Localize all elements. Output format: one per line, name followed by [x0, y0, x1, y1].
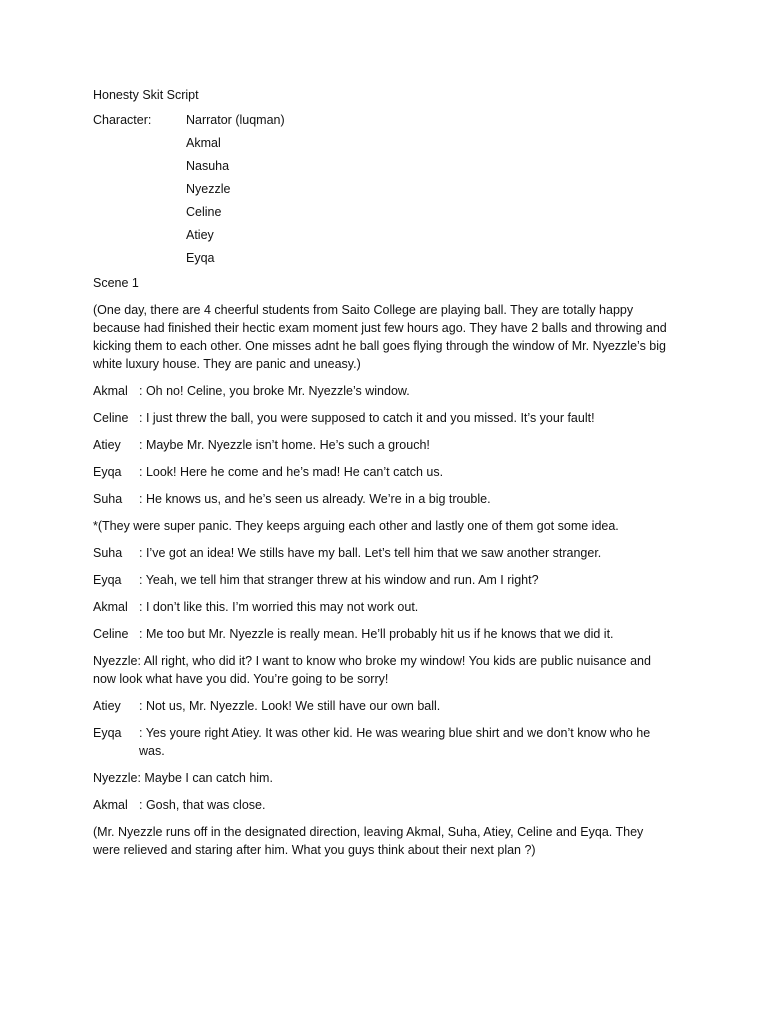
speech-text: : Yes youre right Atiey. It was other kid. He was wearing blue shirt and we don’t know who he was. [139, 726, 651, 758]
speaker-name: Suha [93, 546, 123, 560]
speech-text: : Not us, Mr. Nyezzle. Look! We still have our own ball. [139, 699, 441, 713]
speech-text: : Maybe I can catch him. [137, 771, 273, 785]
speaker-name: Celine [93, 411, 129, 425]
character-name: Atiey [186, 228, 214, 242]
scene-heading: Scene 1 [93, 276, 139, 290]
speech-text: : Me too but Mr. Nyezzle is really mean. He’ll probably hit us if he knows that we did it. [139, 627, 614, 641]
character-row [93, 113, 673, 127]
speaker-name: Atiey [93, 438, 121, 452]
speech-text: : I just threw the ball, you were supposed to catch it and you missed. It’s your fault! [139, 411, 595, 425]
character-row [93, 205, 673, 219]
speaker-name: Akmal [93, 798, 128, 812]
speech-text: : He knows us, and he’s seen us already. We’re in a big trouble. [139, 492, 491, 506]
speaker-name: Eyqa [93, 726, 122, 740]
character-row [93, 228, 673, 242]
speech-text: : All right, who did it? I want to know who broke my window! You kids are public nuisance and now look what have you did. You’re going to be sorry! [93, 654, 651, 686]
character-name: Nyezzle [186, 182, 231, 196]
stage-note: *(They were super panic. They keeps arguing each other and lastly one of them got some idea. [93, 519, 619, 533]
dialogue-line [93, 436, 673, 454]
speaker-name: Eyqa [93, 465, 122, 479]
dialogue-line [93, 697, 673, 715]
dialogue-line [93, 490, 673, 508]
speech-text: : Maybe Mr. Nyezzle isn’t home. He’s such a grouch! [139, 438, 430, 452]
dialogue-line [93, 598, 673, 616]
speaker-name: Eyqa [93, 573, 122, 587]
dialogue-line [93, 382, 673, 400]
dialogue-line [93, 625, 673, 643]
speech-text: : Look! Here he come and he’s mad! He can’t catch us. [139, 465, 444, 479]
speech-text: : Yeah, we tell him that stranger threw at his window and run. Am I right? [139, 573, 539, 587]
speaker-name: Atiey [93, 699, 121, 713]
speaker-name: Suha [93, 492, 123, 506]
dialogue-line [93, 463, 673, 481]
dialogue-line [93, 571, 673, 589]
character-name: Narrator (luqman) [186, 113, 285, 127]
character-name: Eyqa [186, 251, 215, 265]
speaker-name: Akmal [93, 384, 128, 398]
character-name: Celine [186, 205, 222, 219]
dialogue-line [93, 544, 673, 562]
speech-text: : Gosh, that was close. [139, 798, 266, 812]
document-title: Honesty Skit Script [93, 88, 199, 102]
document-page [93, 86, 673, 868]
dialogue-line [93, 652, 673, 688]
dialogue-line [93, 724, 673, 760]
speech-text: : Oh no! Celine, you broke Mr. Nyezzle’s window. [139, 384, 410, 398]
speaker-name: Akmal [93, 600, 128, 614]
intro-paragraph: (One day, there are 4 cheerful students from Saito College are playing ball. They are totally happy because had finished their hectic exam moment just few hours ago. They have 2 balls and throwing and kicking them to each other. One misses adnt he ball goes flying through the window of Mr. Nyezzle’s big white luxury house. They are panic and uneasy.) [93, 303, 667, 371]
dialogue-line [93, 409, 673, 427]
speech-text: : I don’t like this. I’m worried this may not work out. [139, 600, 419, 614]
dialogue-line [93, 769, 673, 787]
character-row [93, 251, 673, 265]
character-label: Character: [93, 113, 152, 127]
character-name: Nasuha [186, 159, 230, 173]
speaker-name: Nyezzle [93, 771, 138, 785]
character-name: Akmal [186, 136, 221, 150]
character-row [93, 159, 673, 173]
character-row [93, 182, 673, 196]
outro-paragraph: (Mr. Nyezzle runs off in the designated direction, leaving Akmal, Suha, Atiey, Celine and Eyqa. They were relieved and staring after him. What you guys think about their next plan ?) [93, 825, 644, 857]
speaker-name: Nyezzle [93, 654, 138, 668]
character-row [93, 136, 673, 150]
dialogue-line [93, 796, 673, 814]
speaker-name: Celine [93, 627, 129, 641]
speech-text: : I’ve got an idea! We stills have my ball. Let’s tell him that we saw another stranger. [139, 546, 602, 560]
